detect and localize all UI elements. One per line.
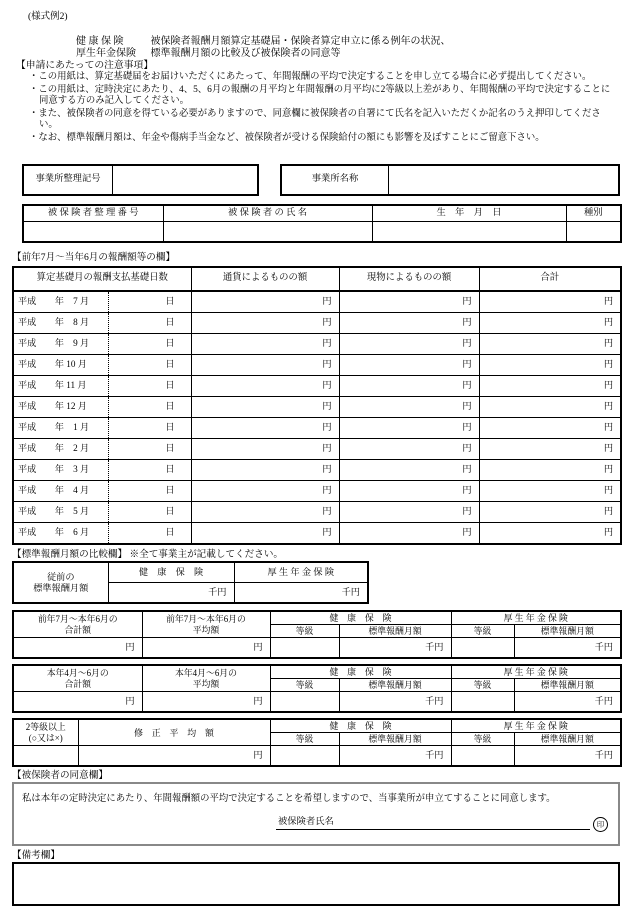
days-field[interactable]: 日 — [108, 334, 191, 355]
prev-header-row — [13, 562, 368, 583]
inkind-amount-field[interactable]: 円 — [339, 334, 479, 355]
inkind-amount-field[interactable]: 円 — [339, 418, 479, 439]
current-average-field[interactable]: 円 — [142, 692, 270, 713]
prev-pension-amount-field[interactable]: 千円 — [234, 583, 368, 604]
days-field[interactable]: 日 — [108, 523, 191, 545]
annual-average-table — [12, 610, 622, 659]
insured-birthdate-header: 生 年 月 日 — [372, 205, 566, 222]
insured-name-header: 被 保 険 者 の 氏 名 — [163, 205, 372, 222]
modified-header-row1 — [13, 719, 621, 733]
annual-pension-smr-field[interactable]: 千円 — [514, 638, 621, 659]
total-amount-field[interactable]: 円 — [479, 523, 621, 545]
prev-pension-header: 厚 生 年 金 保 険 — [234, 562, 368, 583]
note-item: ・なお、標準報酬月額は、年金や傷病手当金など、被保険者が受ける保険給付の額にも影響を及ぼすことにご留意下さい。 — [29, 132, 545, 143]
month-label: 平成 年 4 月 — [13, 481, 108, 502]
annual-average-field[interactable]: 円 — [142, 638, 270, 659]
note-item: ・この用紙は、算定基礎届をお届けいただくにあたって、年間報酬の平均で決定することを申し立てる場合に必ず提出してください。 — [29, 72, 592, 82]
monthly-row-may — [13, 502, 621, 523]
month-label: 平成 年 8 月 — [13, 313, 108, 334]
monthly-row-jan — [13, 418, 621, 439]
monthly-row-sep — [13, 334, 621, 355]
days-field[interactable]: 日 — [108, 313, 191, 334]
comparison-heading-text: 【標準報酬月額の比較欄】 — [12, 549, 128, 560]
annual-pension-grade-header: 等級 — [451, 625, 514, 638]
cash-amount-field[interactable]: 円 — [191, 418, 339, 439]
consent-box — [12, 782, 620, 846]
note-item: ・また、被保険者の同意を得ている必要がありますので、同意欄に被保険者の自署にて氏名を記入いただくか記名のうえ押印してください。 — [29, 108, 601, 131]
current-average-header: 本年4月〜6月の 平均額 — [142, 665, 270, 692]
insured-name-field[interactable] — [163, 222, 372, 243]
consent-name-label: 被保険者氏名 — [276, 817, 336, 830]
inkind-amount-field[interactable]: 円 — [339, 460, 479, 481]
total-amount-field[interactable]: 円 — [479, 502, 621, 523]
current-health-smr-field[interactable]: 千円 — [339, 692, 451, 713]
office-name-label: 事業所名称 — [282, 166, 389, 194]
insured-number-field[interactable] — [23, 222, 163, 243]
cash-amount-field[interactable]: 円 — [191, 460, 339, 481]
annual-total-field[interactable]: 円 — [13, 638, 142, 659]
monthly-row-apr — [13, 481, 621, 502]
current-pension-header: 厚 生 年 金 保 険 — [451, 665, 621, 679]
annual-health-header: 健 康 保 険 — [270, 611, 451, 625]
insured-data-row — [23, 222, 621, 243]
cash-amount-field[interactable]: 円 — [191, 397, 339, 418]
note-item: ・この用紙は、定時決定にあたり、4、5、6月の報酬の月平均と年間報酬の月平均に2等級以上差があり、年間報酬の平均で決定することに同意する方のみ記入してください。 — [29, 84, 611, 107]
remarks-heading: 【備考欄】 — [12, 850, 60, 861]
total-amount-field[interactable]: 円 — [479, 313, 621, 334]
current-health-header: 健 康 保 険 — [270, 665, 451, 679]
seal-stamp-icon[interactable]: 印 — [593, 817, 608, 832]
monthly-total-header: 合計 — [479, 267, 621, 291]
annual-data-row — [13, 638, 621, 659]
form-code: (様式例2) — [28, 12, 68, 22]
monthly-row-jul — [13, 291, 621, 313]
remarks-field[interactable] — [12, 862, 620, 906]
office-code-field[interactable] — [113, 166, 257, 194]
cash-amount-field[interactable]: 円 — [191, 523, 339, 545]
annual-total-header: 前年7月〜本年6月の 合計額 — [13, 611, 142, 638]
month-label: 平成 年 3 月 — [13, 460, 108, 481]
days-field[interactable]: 日 — [108, 397, 191, 418]
modified-health-grade-field[interactable] — [270, 746, 339, 767]
days-field[interactable]: 日 — [108, 460, 191, 481]
monthly-inkind-header: 現物によるものの額 — [339, 267, 479, 291]
prev-health-header: 健 康 保 険 — [108, 562, 234, 583]
cash-amount-field[interactable]: 円 — [191, 334, 339, 355]
modified-average-field[interactable]: 円 — [78, 746, 270, 767]
annual-health-smr-field[interactable]: 千円 — [339, 638, 451, 659]
current-pension-grade-header: 等級 — [451, 679, 514, 692]
current-total-header: 本年4月〜6月の 合計額 — [13, 665, 142, 692]
monthly-row-mar — [13, 460, 621, 481]
cash-amount-field[interactable]: 円 — [191, 355, 339, 376]
form-title-line1 — [76, 36, 451, 48]
insured-birthdate-field[interactable] — [372, 222, 566, 243]
insured-type-field[interactable] — [566, 222, 621, 243]
month-label: 平成 年 2 月 — [13, 439, 108, 460]
monthly-table — [12, 266, 622, 545]
month-label: 平成 年 1 月 — [13, 418, 108, 439]
modified-average-table — [12, 718, 622, 767]
total-amount-field[interactable]: 円 — [479, 376, 621, 397]
office-name-field[interactable] — [389, 166, 618, 194]
month-label: 平成 年 7 月 — [13, 291, 108, 313]
current-health-grade-field[interactable] — [270, 692, 339, 713]
monthly-days-header: 算定基礎月の報酬支払基礎日数 — [13, 267, 191, 291]
total-amount-field[interactable]: 円 — [479, 439, 621, 460]
monthly-row-jun — [13, 523, 621, 545]
inkind-amount-field[interactable]: 円 — [339, 313, 479, 334]
modified-health-grade-header: 等級 — [270, 733, 339, 746]
office-name-box — [280, 164, 620, 196]
annual-pension-header: 厚 生 年 金 保 険 — [451, 611, 621, 625]
modified-data-row — [13, 746, 621, 767]
total-amount-field[interactable]: 円 — [479, 355, 621, 376]
month-label: 平成 年 9 月 — [13, 334, 108, 355]
annual-pension-smr-header: 標準報酬月額 — [514, 625, 621, 638]
modified-average-header: 修 正 平 均 額 — [78, 719, 270, 746]
office-code-label: 事業所整理記号 — [24, 166, 113, 194]
monthly-header-row — [13, 267, 621, 291]
total-amount-field[interactable]: 円 — [479, 397, 621, 418]
cash-amount-field[interactable]: 円 — [191, 376, 339, 397]
consent-name-row — [276, 817, 608, 830]
monthly-cash-header: 通貨によるものの額 — [191, 267, 339, 291]
days-field[interactable]: 日 — [108, 291, 191, 313]
consent-name-field[interactable] — [336, 817, 590, 830]
month-label: 平成 年 10 月 — [13, 355, 108, 376]
title-line2-text: 標準報酬月額の比較及び被保険者の同意等 — [150, 47, 341, 59]
monthly-row-aug — [13, 313, 621, 334]
current-pension-smr-header: 標準報酬月額 — [514, 679, 621, 692]
annual-header-row1 — [13, 611, 621, 625]
annual-health-smr-header: 標準報酬月額 — [339, 625, 451, 638]
total-amount-field[interactable]: 円 — [479, 418, 621, 439]
days-field[interactable]: 日 — [108, 355, 191, 376]
monthly-row-dec — [13, 397, 621, 418]
cash-amount-field[interactable]: 円 — [191, 502, 339, 523]
inkind-amount-field[interactable]: 円 — [339, 355, 479, 376]
modified-health-smr-field[interactable]: 千円 — [339, 746, 451, 767]
days-field[interactable]: 日 — [108, 502, 191, 523]
inkind-amount-field[interactable]: 円 — [339, 397, 479, 418]
days-field[interactable]: 日 — [108, 481, 191, 502]
modified-grade-flag-header: 2等級以上 (○又は×) — [13, 719, 78, 746]
title-health-label: 健 康 保 険 — [76, 36, 124, 47]
monthly-row-feb — [13, 439, 621, 460]
current-pension-smr-field[interactable]: 千円 — [514, 692, 621, 713]
insured-number-header: 被 保 険 者 整 理 番 号 — [23, 205, 163, 222]
total-amount-field[interactable]: 円 — [479, 481, 621, 502]
days-field[interactable]: 日 — [108, 439, 191, 460]
inkind-amount-field[interactable]: 円 — [339, 502, 479, 523]
annual-health-grade-header: 等級 — [270, 625, 339, 638]
annual-pension-grade-field[interactable] — [451, 638, 514, 659]
current-data-row — [13, 692, 621, 713]
days-field[interactable]: 日 — [108, 418, 191, 439]
current-header-row1 — [13, 665, 621, 679]
previous-smr-table — [12, 561, 369, 604]
total-amount-field[interactable]: 円 — [479, 291, 621, 313]
title-pension-label: 厚生年金保険 — [76, 47, 136, 59]
modified-health-header: 健 康 保 険 — [270, 719, 451, 733]
month-label: 平成 年 12 月 — [13, 397, 108, 418]
prev-row-label: 従前の 標準報酬月額 — [13, 562, 108, 603]
insured-type-header: 種別 — [566, 205, 621, 222]
days-field[interactable]: 日 — [108, 376, 191, 397]
title-line1-text: 被保険者報酬月額算定基礎届・保険者算定申立に係る例年の状況、 — [150, 36, 451, 47]
notes-list — [29, 72, 615, 146]
cash-amount-field[interactable]: 円 — [191, 313, 339, 334]
current-pension-grade-field[interactable] — [451, 692, 514, 713]
office-row — [22, 164, 620, 196]
monthly-row-nov — [13, 376, 621, 397]
current-health-grade-header: 等級 — [270, 679, 339, 692]
modified-pension-grade-field[interactable] — [451, 746, 514, 767]
cash-amount-field[interactable]: 円 — [191, 481, 339, 502]
modified-pension-grade-header: 等級 — [451, 733, 514, 746]
modified-pension-header: 厚 生 年 金 保 険 — [451, 719, 621, 733]
form-title — [76, 36, 451, 59]
office-code-box — [22, 164, 259, 196]
cash-amount-field[interactable]: 円 — [191, 439, 339, 460]
consent-statement: 私は本年の定時決定にあたり、年間報酬額の平均で決定することを希望しますので、当事業所が申立てすることに同意します。 — [22, 794, 556, 804]
notes-heading: 【申請にあたっての注意事項】 — [16, 60, 154, 71]
modified-health-smr-header: 標準報酬月額 — [339, 733, 451, 746]
annual-average-header: 前年7月〜本年6月の 平均額 — [142, 611, 270, 638]
monthly-row-oct — [13, 355, 621, 376]
total-amount-field[interactable]: 円 — [479, 334, 621, 355]
comparison-heading-note: ※全て事業主が記載してください。 — [129, 549, 284, 560]
cash-amount-field[interactable]: 円 — [191, 291, 339, 313]
modified-pension-smr-field[interactable]: 千円 — [514, 746, 621, 767]
month-label: 平成 年 11 月 — [13, 376, 108, 397]
current-health-smr-header: 標準報酬月額 — [339, 679, 451, 692]
inkind-amount-field[interactable]: 円 — [339, 376, 479, 397]
month-label: 平成 年 5 月 — [13, 502, 108, 523]
insured-table — [22, 204, 622, 243]
form-title-line2 — [76, 48, 451, 60]
month-label: 平成 年 6 月 — [13, 523, 108, 545]
inkind-amount-field[interactable]: 円 — [339, 523, 479, 545]
total-amount-field[interactable]: 円 — [479, 460, 621, 481]
prev-health-amount-field[interactable]: 千円 — [108, 583, 234, 604]
monthly-section-heading: 【前年7月〜当年6月の報酬額等の欄】 — [12, 252, 176, 263]
inkind-amount-field[interactable]: 円 — [339, 291, 479, 313]
inkind-amount-field[interactable]: 円 — [339, 481, 479, 502]
modified-pension-smr-header: 標準報酬月額 — [514, 733, 621, 746]
consent-heading: 【被保険者の同意欄】 — [12, 770, 108, 781]
annual-health-grade-field[interactable] — [270, 638, 339, 659]
inkind-amount-field[interactable]: 円 — [339, 439, 479, 460]
current-total-field[interactable]: 円 — [13, 692, 142, 713]
insured-header-row — [23, 205, 621, 222]
comparison-heading — [12, 549, 283, 561]
modified-grade-flag-field[interactable] — [13, 746, 78, 767]
current-average-table — [12, 664, 622, 713]
